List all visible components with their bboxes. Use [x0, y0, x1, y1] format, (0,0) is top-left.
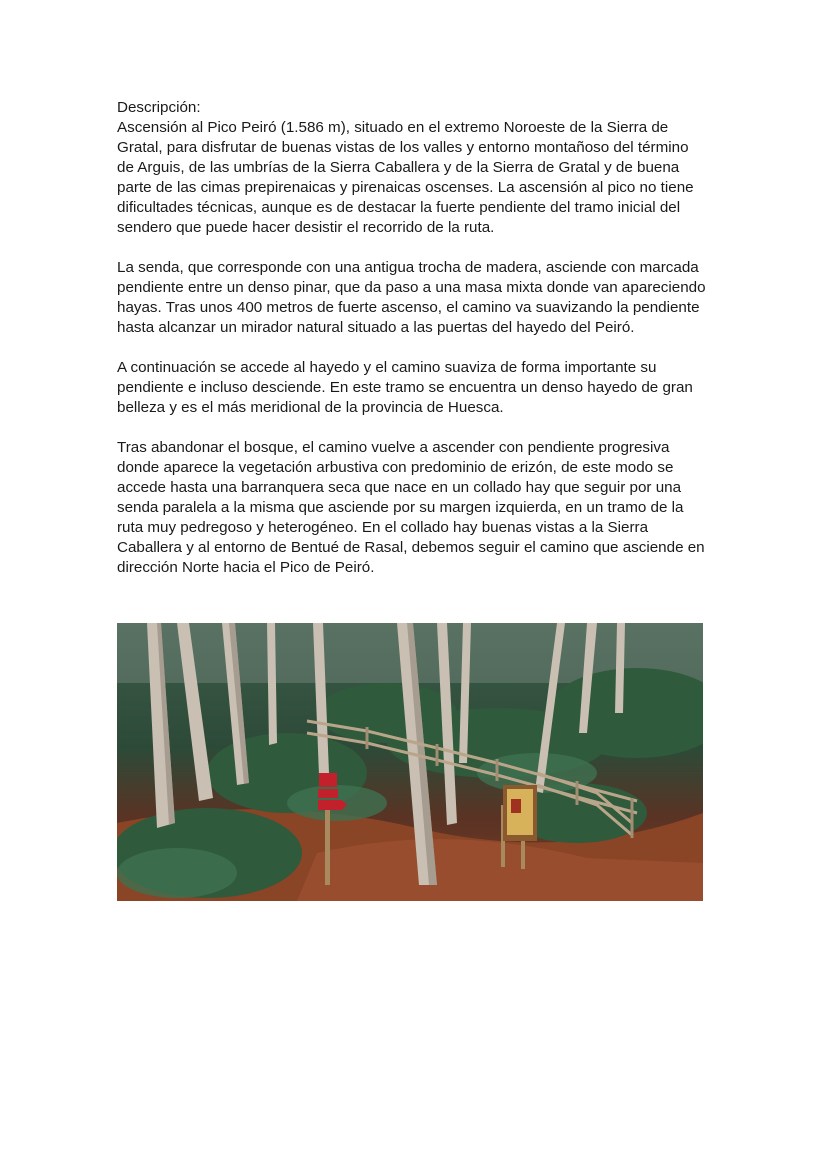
paragraph-summit-route: Tras abandonar el bosque, el camino vuelve a ascender con pendiente progresiva donde aparece la vegetación arbustiva con predominio de erizón, de este modo se accede hasta una barranquera seca que nace en un collado hay que seguir por una senda paralela a la misma que asciende por su margen izquierda, en un tramo de la ruta muy pedregoso y heterogéneo. En el collado hay buenas vistas a la Sierra Caballera y al entorno de Bentué de Rasal, debemos seguir el camino que asciende en dirección Norte hacia el Pico de Peiró.: [117, 439, 705, 576]
forest-trail-photo: [117, 623, 703, 901]
paragraph-intro: Ascensión al Pico Peiró (1.586 m), situado en el extremo Noroeste de la Sierra de Gratal, para disfrutar de buenas vistas de los valles y entorno montañoso del término de Arguis, de las umbrías de la Sierra Caballera y de la Sierra de Gratal y de buena parte de las cimas prepirenaicas y pirenaicas oscenses. La ascensión al pico no tiene dificultades técnicas, aunque es de destacar la fuerte pendiente del tramo inicial del sendero que puede hacer desistir el recorrido de la ruta.: [117, 119, 694, 236]
forest-photo-illustration: [117, 623, 703, 901]
description-heading: Descripción:: [117, 99, 201, 116]
paragraph-trail: La senda, que corresponde con una antigua trocha de madera, asciende con marcada pendiente entre un denso pinar, que da paso a una masa mixta donde van apareciendo hayas. Tras unos 400 metros de fuerte ascenso, el camino va suavizando la pendiente hasta alcanzar un mirador natural situado a las puertas del hayedo del Peiró.: [117, 259, 706, 336]
document-body: [117, 98, 707, 598]
paragraph-beech-forest: A continuación se accede al hayedo y el camino suaviza de forma importante su pendiente e incluso desciende. En este tramo se encuentra un denso hayedo de gran belleza y es el más meridional de la provincia de Huesca.: [117, 359, 693, 416]
